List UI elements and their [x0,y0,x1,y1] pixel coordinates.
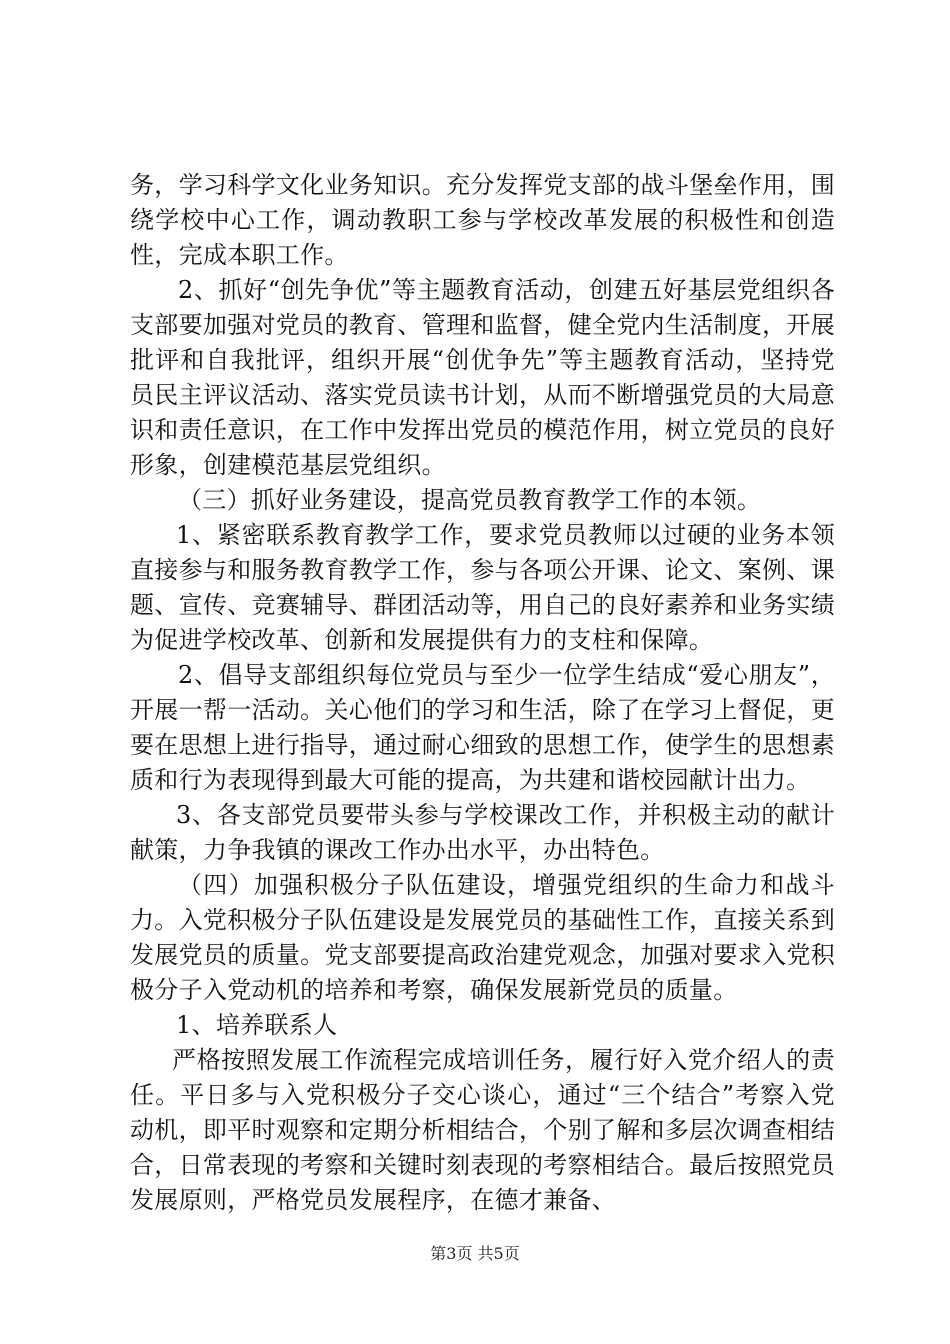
paragraph-continuation: 务，学习科学文化业务知识。充分发挥党支部的战斗堡垒作用，围绕学校中心工作，调动教职工参与学校改革发展的积极性和创造性，完成本职工作。 [130,171,835,269]
paragraph-item-3: 3、各支部党员要带头参与学校课改工作，并积极主动的献计献策，力争我镇的课改工作办出水平，办出特色。 [130,801,835,864]
paragraph-item-1: 1、紧密联系教育教学工作，要求党员教师以过硬的业务本领直接参与和服务教育教学工作，参与各项公开课、论文、案例、课题、宣传、竞赛辅导、群团活动等，用自己的良好素养和业务实绩为促进学校改革、创新和发展提供有力的支柱和保障。 [130,521,835,654]
document-body [130,168,835,1218]
paragraph-item-2b: 2、倡导支部组织每位党员与至少一位学生结成“爱心朋友”，开展一帮一活动。关心他们的学习和生活，除了在学习上督促，更要在思想上进行指导，通过耐心细致的思想工作，使学生的思想素质和行为表现得到最大可能的提高，为共建和谐校园献计出力。 [130,661,835,794]
subheading-contact-person: 1、培养联系人 [176,1011,338,1039]
section-heading-4: （四）加强积极分子队伍建设，增强党组织的生命力和战斗力。入党积极分子队伍建设是发展党员的基础性工作，直接关系到发展党员的质量。党支部要提高政治建党观念，加强对要求入党积极分子入党动机的培养和考察，确保发展新党员的质量。 [130,871,835,1004]
page-number: 第3页 共5页 [430,1244,520,1263]
paragraph-item-2: 2、抓好“创先争优”等主题教育活动，创建五好基层党组织各支部要加强对党员的教育、管理和监督，健全党内生活制度，开展批评和自我批评，组织开展“创优争先”等主题教育活动，坚持党员民主评议活动、落实党员读书计划，从而不断增强党员的大局意识和责任意识，在工作中发挥出党员的模范作用，树立党员的良好形象，创建模范基层党组织。 [130,276,835,479]
section-heading-3: （三）抓好业务建设，提高党员教育教学工作的本领。 [178,486,762,514]
paragraph-contact-person: 严格按照发展工作流程完成培训任务，履行好入党介绍人的责任。平日多与入党积极分子交心谈心，通过“三个结合”考察入党动机，即平时观察和定期分析相结合，个别了解和多层次调查相结合，日常表现的考察和关键时刻表现的考察相结合。最后按照党员发展原则，严格党员发展程序，在德才兼备、 [130,1046,835,1214]
